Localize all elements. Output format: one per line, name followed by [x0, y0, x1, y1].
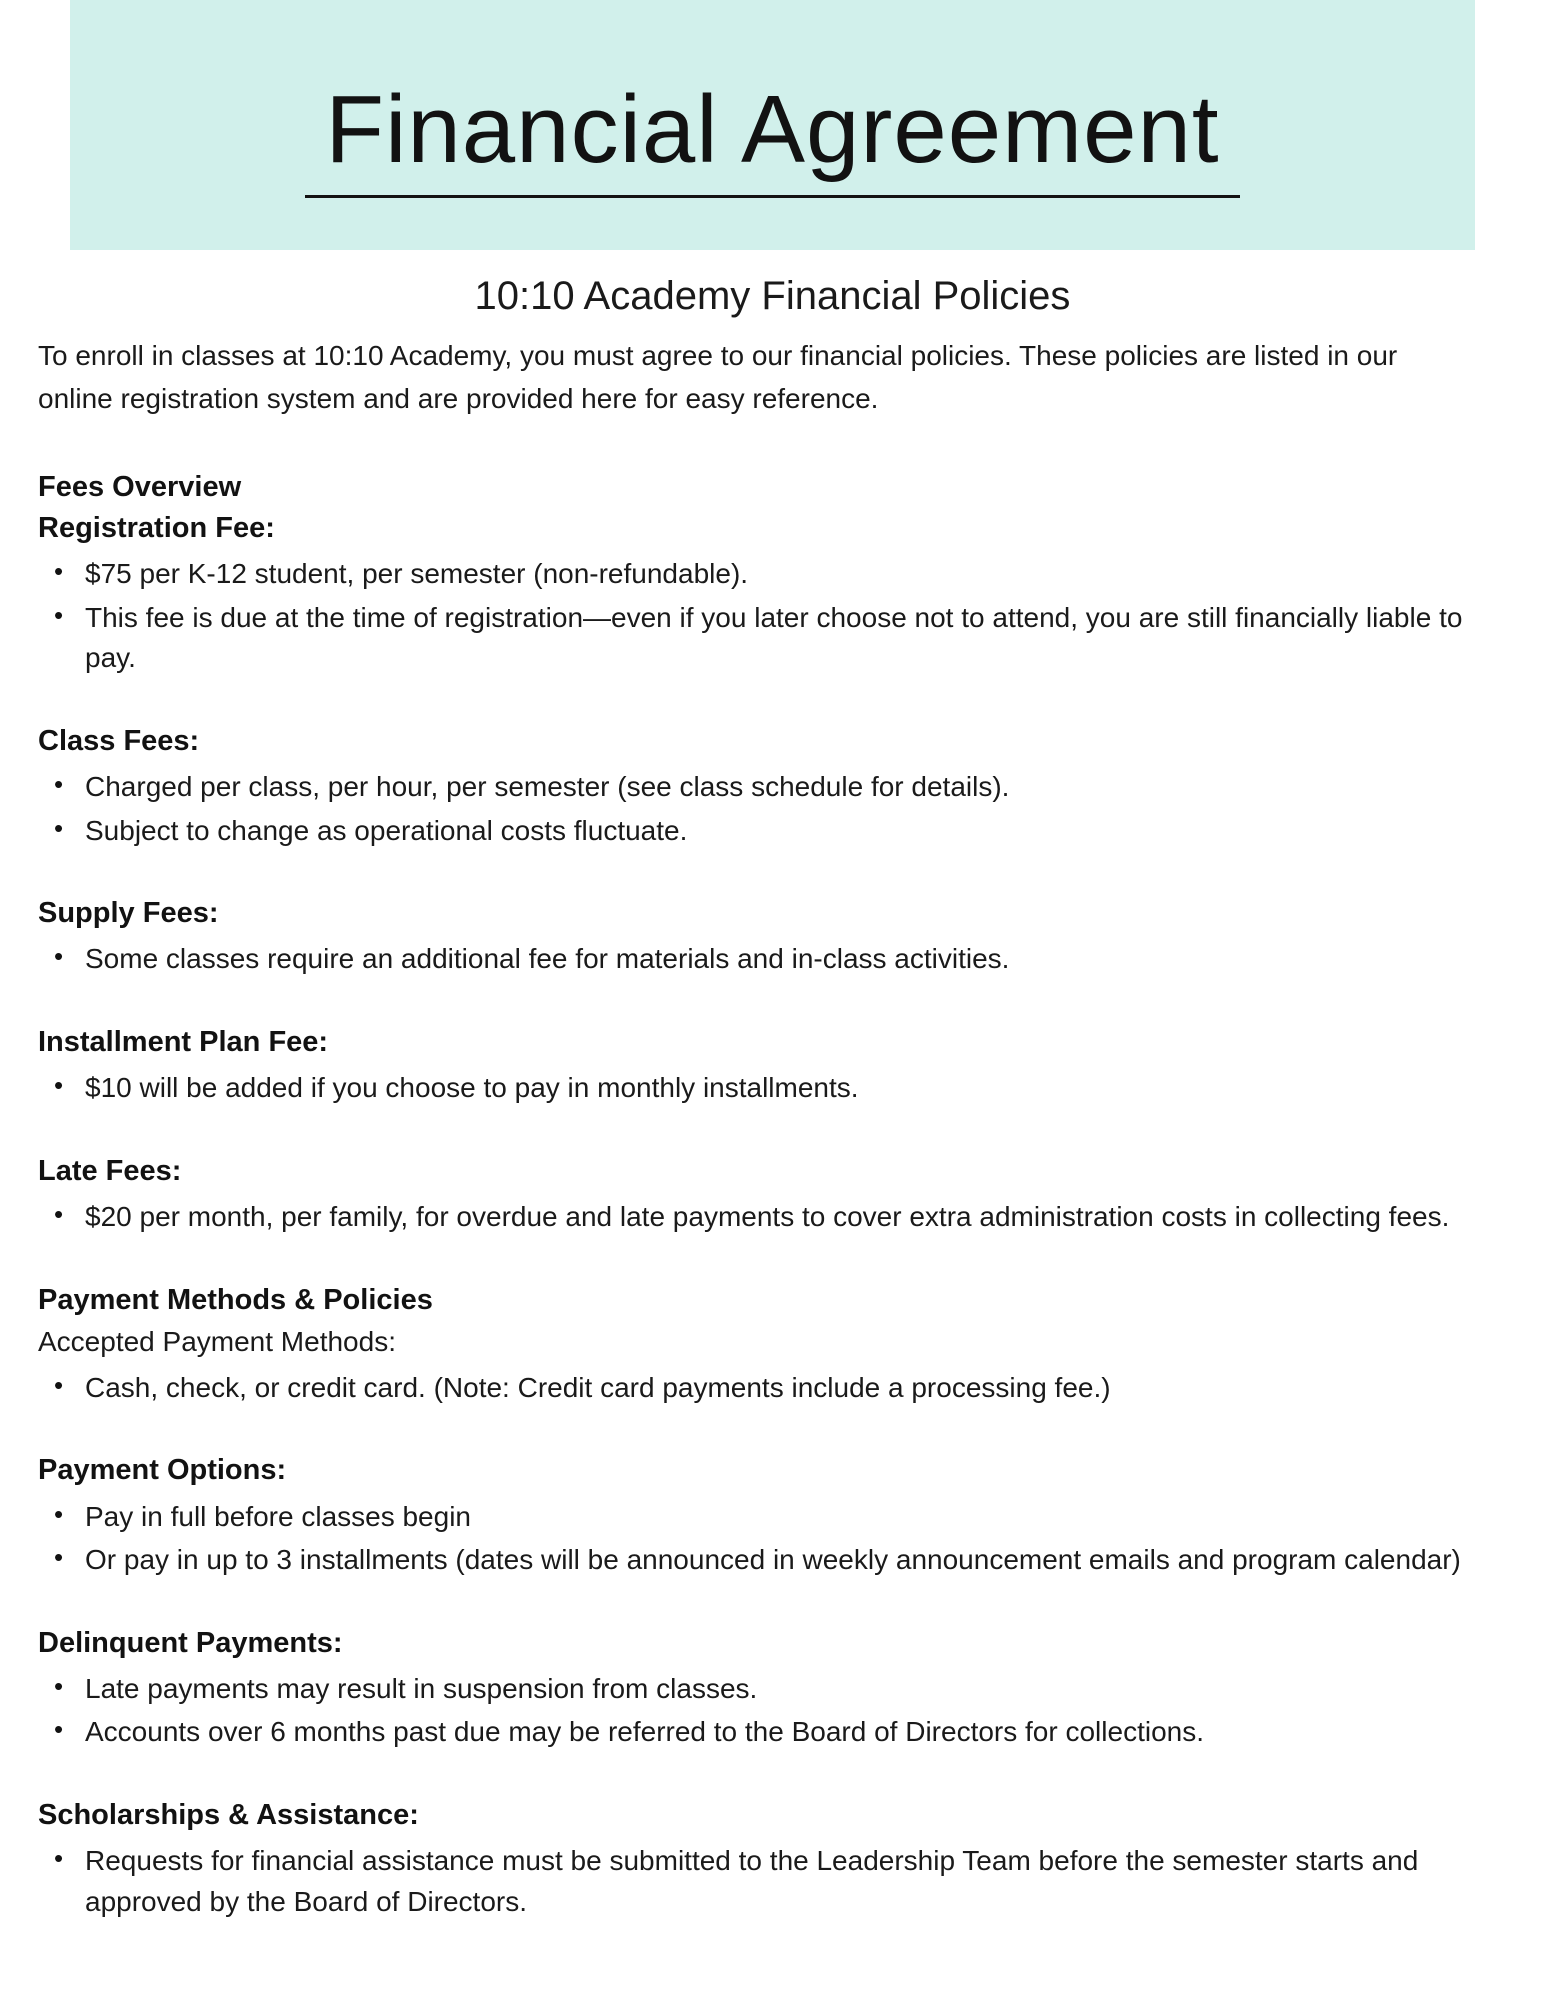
document-title: Financial Agreement: [305, 80, 1239, 198]
bullet-item: • Late payments may result in suspension from classes.: [38, 1669, 1475, 1710]
intro-paragraph: To enroll in classes at 10:10 Academy, you must agree to our financial policies. These policies are listed in our online registration system and are provided here for easy reference.: [38, 340, 1398, 415]
section-heading: Scholarships & Assistance:: [38, 1799, 419, 1832]
bullet-item: • Accounts over 6 months past due may be referred to the Board of Directors for collections.: [38, 1712, 1475, 1753]
section-subheading: Accepted Payment Methods:: [38, 1325, 396, 1357]
section-heading: Delinquent Payments:: [38, 1626, 343, 1659]
document-subtitle: 10:10 Academy Financial Policies: [474, 274, 1071, 318]
header-banner: [70, 0, 1475, 250]
bullet-list: [38, 1068, 1475, 1109]
section-heading: Installment Plan Fee:: [38, 1026, 329, 1059]
bullet-list: [38, 939, 1475, 980]
bullet-list: [38, 1497, 1475, 1581]
section-fees-overview: [38, 467, 1475, 679]
section-heading: Registration Fee:: [38, 511, 275, 544]
section-heading: Class Fees:: [38, 724, 200, 757]
section-heading: Payment Methods & Policies: [38, 1283, 433, 1316]
bullet-list: [38, 1669, 1475, 1753]
bullet-list: [38, 1841, 1475, 1922]
bullet-list: [38, 554, 1475, 679]
section-payment-options: [38, 1450, 1475, 1580]
section-heading: Payment Options:: [38, 1454, 287, 1487]
bullet-item: • Pay in full before classes begin: [38, 1497, 1475, 1538]
bullet-item: • $20 per month, per family, for overdue and late payments to cover extra administration costs in collecting fees.: [38, 1197, 1475, 1238]
bullet-item: • Charged per class, per hour, per semester (see class schedule for details).: [38, 767, 1475, 808]
section-heading: Supply Fees:: [38, 897, 219, 930]
section-late-fees: [38, 1151, 1475, 1238]
bullet-item: • Subject to change as operational costs fluctuate.: [38, 811, 1475, 852]
bullet-list: [38, 1368, 1475, 1409]
bullet-item: • Or pay in up to 3 installments (dates will be announced in weekly announcement emails and program calendar): [38, 1540, 1475, 1581]
section-scholarships-assistance: [38, 1795, 1475, 1922]
bullet-list: [38, 1197, 1475, 1238]
bullet-item: • This fee is due at the time of registration—even if you later choose not to attend, you are still financially liable to pay.: [38, 598, 1475, 679]
bullet-item: • Cash, check, or credit card. (Note: Credit card payments include a processing fee.): [38, 1368, 1475, 1409]
bullet-item: • Requests for financial assistance must be submitted to the Leadership Team before the semester starts and approved by the Board of Directors.: [38, 1841, 1475, 1922]
section-supply-fees: [38, 893, 1475, 980]
bullet-item: • $75 per K-12 student, per semester (non-refundable).: [38, 554, 1475, 595]
bullet-list: [38, 767, 1475, 851]
bullet-item: • Some classes require an additional fee for materials and in-class activities.: [38, 939, 1475, 980]
section-delinquent-payments: [38, 1623, 1475, 1753]
section-pre-heading: Fees Overview: [38, 470, 242, 503]
section-heading: Late Fees:: [38, 1154, 182, 1187]
section-installment-plan-fee: [38, 1022, 1475, 1109]
section-payment-methods: [38, 1280, 1475, 1409]
document-body: [38, 334, 1475, 1922]
bullet-item: • $10 will be added if you choose to pay in monthly installments.: [38, 1068, 1475, 1109]
section-class-fees: [38, 721, 1475, 851]
